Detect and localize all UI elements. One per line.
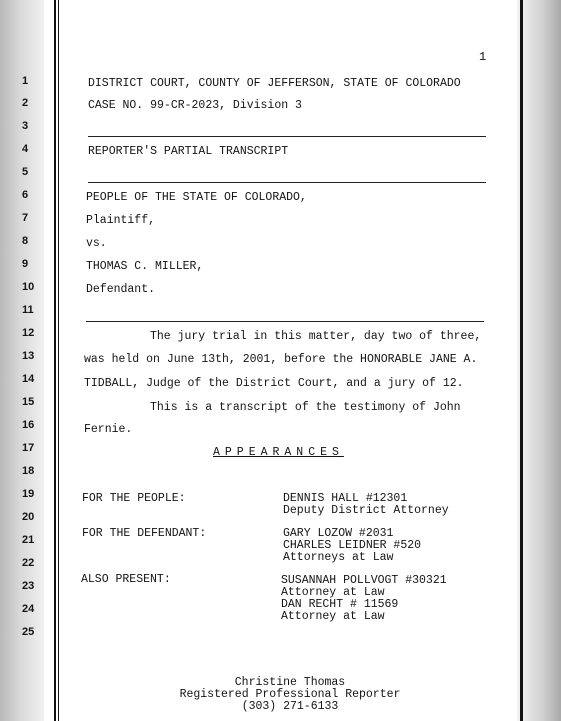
appearance-also-present-details: [281, 575, 447, 623]
line-number: 8: [22, 235, 29, 247]
appearance-line: Attorneys at Law: [283, 551, 394, 564]
appearance-line: Deputy District Attorney: [283, 504, 449, 517]
line-number: 19: [22, 488, 35, 500]
defendant-name: THOMAS C. MILLER,: [86, 260, 204, 273]
line-number: 17: [22, 442, 35, 454]
appearance-line: Attorney at Law: [281, 586, 385, 599]
line-number: 13: [22, 350, 35, 362]
court-heading: DISTRICT COURT, COUNTY OF JEFFERSON, STATE OF COLORADO: [88, 77, 461, 90]
separator-rule: [86, 321, 484, 322]
plaintiff-name: PEOPLE OF THE STATE OF COLORADO,: [86, 191, 307, 204]
line-number: 23: [22, 580, 35, 592]
line-number: 21: [22, 534, 35, 546]
appearance-people-details: [283, 493, 449, 517]
reporter-name: Christine Thomas: [234, 676, 346, 689]
reporter-phone: (303) 271-6133: [241, 700, 339, 713]
line-number: 18: [22, 465, 35, 477]
separator-rule: [88, 136, 486, 137]
page-number: 1: [479, 50, 487, 64]
transcript-title: REPORTER'S PARTIAL TRANSCRIPT: [88, 145, 289, 158]
line-number: 7: [22, 212, 29, 224]
line-number: 6: [22, 189, 29, 201]
body-line-12: The jury trial in this matter, day two of three,: [150, 330, 482, 343]
reporter-title: Registered Professional Reporter: [179, 688, 401, 701]
appearance-line: GARY LOZOW #2031: [283, 527, 394, 540]
line-number: 15: [22, 396, 35, 408]
appearance-label-people: FOR THE PEOPLE:: [82, 492, 186, 505]
line-number: 10: [22, 281, 35, 293]
case-number: CASE NO. 99-CR-2023, Division 3: [88, 99, 302, 112]
appearance-line: Attorney at Law: [281, 610, 385, 623]
line-number: 12: [22, 327, 35, 339]
line-number: 11: [22, 304, 34, 316]
line-number: 25: [22, 626, 35, 638]
appearances-heading: APPEARANCES: [213, 446, 344, 459]
right-margin-rule: [520, 0, 523, 721]
body-line-15: This is a transcript of the testimony of John: [150, 401, 461, 414]
line-number: 3: [22, 120, 29, 132]
left-margin-rule: [54, 0, 56, 721]
appearance-line: SUSANNAH POLLVOGT #30321: [281, 574, 447, 587]
line-number: 5: [22, 166, 29, 178]
scan-shadow-right: [517, 0, 561, 721]
plaintiff-role: Plaintiff,: [86, 214, 156, 227]
appearance-label-defendant: FOR THE DEFENDANT:: [82, 527, 207, 540]
left-margin-rule-inner: [58, 0, 59, 721]
line-number: 2: [22, 97, 29, 109]
appearance-line: DAN RECHT # 11569: [281, 598, 399, 611]
body-line-14: TIDBALL, Judge of the District Court, and a jury of 12.: [84, 377, 464, 390]
line-number: 9: [22, 258, 29, 270]
line-number: 1: [22, 75, 29, 87]
line-number: 16: [22, 419, 35, 431]
appearance-line: DENNIS HALL #12301: [283, 492, 408, 505]
body-line-13: was held on June 13th, 2001, before the HONORABLE JANE A.: [84, 353, 478, 366]
line-number: 14: [22, 373, 35, 385]
defendant-role: Defendant.: [86, 283, 156, 296]
versus-label: vs.: [86, 237, 107, 250]
line-number: 20: [22, 511, 35, 523]
appearance-label-also-present: ALSO PRESENT:: [81, 573, 171, 586]
separator-rule: [88, 182, 486, 183]
body-line-16: Fernie.: [84, 423, 133, 436]
appearance-line: CHARLES LEIDNER #520: [283, 539, 422, 552]
line-number: 24: [22, 603, 35, 615]
line-number: 22: [22, 557, 35, 569]
line-number: 4: [22, 143, 29, 155]
appearance-defendant-details: [283, 528, 421, 564]
